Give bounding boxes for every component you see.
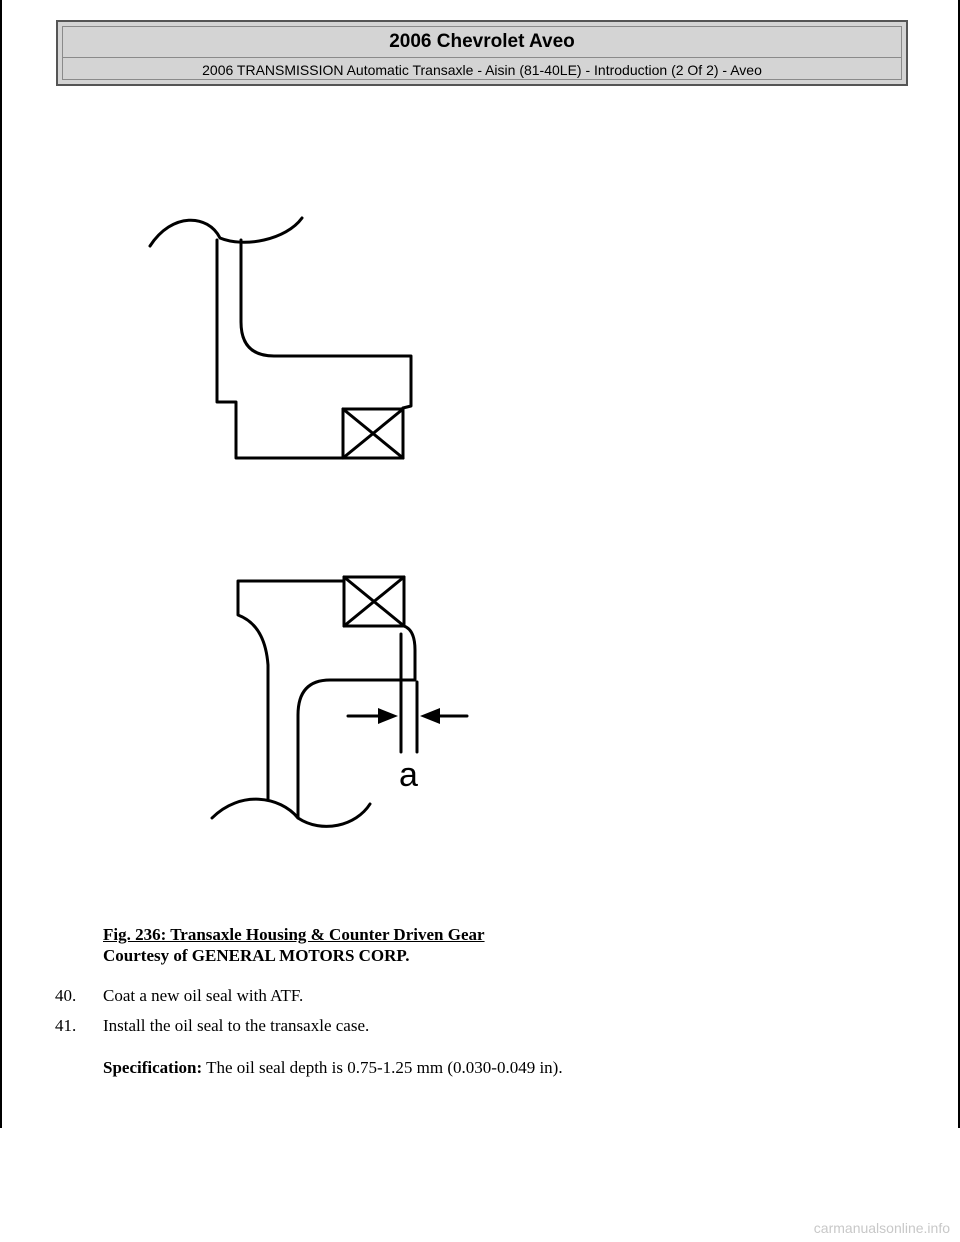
step-number: 41. (55, 1016, 77, 1035)
dimension-arrowhead-left (378, 708, 398, 724)
specification (103, 1058, 563, 1078)
step-text: Coat a new oil seal with ATF. (103, 986, 304, 1005)
lower-gear-outline (238, 581, 344, 800)
watermark: carmanualsonline.info (813, 1220, 950, 1236)
dimension-label: a (399, 756, 418, 794)
upper-housing-outline (217, 240, 403, 458)
upper-housing-arc (150, 218, 302, 246)
step-number: 40. (55, 986, 77, 1005)
dimension-arrowhead-right (420, 708, 440, 724)
header-title: 2006 Chevrolet Aveo (389, 31, 575, 52)
step-41 (55, 1016, 369, 1036)
figure-caption-credit: Courtesy of GENERAL MOTORS CORP. (103, 946, 410, 965)
header-subtitle: 2006 TRANSMISSION Automatic Transaxle - Aisin (81-40LE) - Introduction (2 Of 2) - Aveo (202, 62, 762, 78)
lower-gear-inner (298, 626, 415, 818)
upper-housing-inner (241, 240, 411, 408)
figure-caption (103, 924, 485, 966)
specification-label: Specification: (103, 1058, 203, 1077)
specification-text: The oil seal depth is 0.75-1.25 mm (0.030-0.049 in). (206, 1058, 563, 1077)
upper-seal-cross (343, 409, 403, 458)
lower-seal-cross (344, 577, 404, 626)
step-40 (55, 986, 303, 1006)
step-text: Install the oil seal to the transaxle case. (103, 1016, 370, 1035)
figure-caption-title: Fig. 236: Transaxle Housing & Counter Driven Gear (103, 925, 485, 944)
lower-gear-arc (212, 799, 370, 826)
footer-area (0, 1128, 960, 1242)
